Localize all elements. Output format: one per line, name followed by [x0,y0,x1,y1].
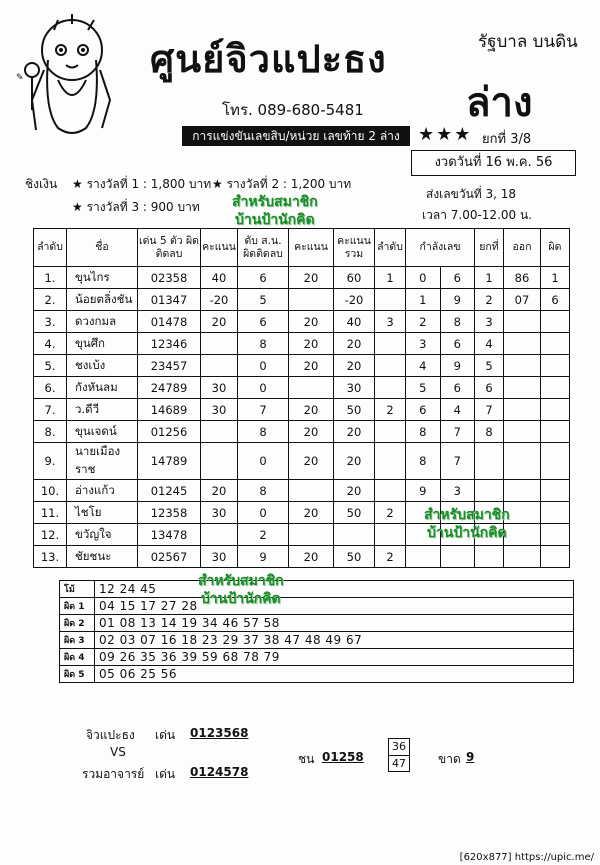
table-cell: 13. [34,546,67,568]
table-cell: 6 [541,289,570,311]
table-cell: 30 [201,399,238,421]
table-cell: 02567 [138,546,201,568]
star-icon: ★ [72,200,87,214]
table-cell [201,443,238,480]
svg-text:✎: ✎ [16,73,24,83]
table-cell: 20 [289,267,334,289]
competitor-a-value: 0123568 [190,726,249,740]
table-cell: น้อยตลิ่งชัน [67,289,138,311]
competition-banner: การแข่งขันเลขสิบ/หน่วย เลขท้าย 2 ล่าง [182,126,410,146]
wrong-row-numbers: 04 15 17 27 28 [95,598,574,615]
table-cell: ดวงกมล [67,311,138,333]
table-cell: 2 [375,546,406,568]
table-cell: 01256 [138,421,201,443]
table-cell: 9 [440,355,475,377]
col-header: คะแนน [289,229,334,267]
table-cell: 1 [406,289,441,311]
table-cell [504,443,541,480]
table-cell [475,480,504,502]
table-cell: 60 [334,267,375,289]
table-cell: 8 [475,421,504,443]
table-cell: 6 [475,377,504,399]
table-cell [375,443,406,480]
wrong-row [60,632,574,649]
table-cell: 2 [475,289,504,311]
table-cell: 30 [201,502,238,524]
star-icon: ★ [72,177,87,191]
table-cell: 40 [201,267,238,289]
star-rating: ★★★ [418,124,473,145]
wrong-row-label: ผิด 2 [60,615,95,632]
table-cell: 9 [440,289,475,311]
wrong-row [60,598,574,615]
table-cell [289,289,334,311]
table-cell: 7 [440,443,475,480]
table-cell: 14789 [138,443,201,480]
table-cell [541,443,570,480]
table-cell [375,289,406,311]
table-row [34,399,570,421]
table-cell: อ่างแก้ว [67,480,138,502]
table-cell: 8 [406,443,441,480]
table-cell: 8. [34,421,67,443]
wrong-row-label: ผิด 1 [60,598,95,615]
table-cell [541,377,570,399]
khat-label: ขาด [438,752,461,766]
table-cell: 20 [334,480,375,502]
table-cell: 8 [238,333,289,355]
table-cell: 2. [34,289,67,311]
prize-3: ★ รางวัลที่ 3 : 900 บาท [72,200,200,214]
wrong-row [60,615,574,632]
table-cell: 20 [289,333,334,355]
col-header: ลำดับ [375,229,406,267]
table-cell: 10. [34,480,67,502]
table-cell [541,480,570,502]
table-cell: ขุนเจดน์ [67,421,138,443]
wrong-numbers-table [59,580,574,683]
table-cell: 01245 [138,480,201,502]
table-cell: 50 [334,502,375,524]
table-cell: 4. [34,333,67,355]
col-header: ผิด [541,229,570,267]
table-cell: ขุนศึก [67,333,138,355]
table-cell: นายเมืองราช [67,443,138,480]
col-header: คะแนน รวม [334,229,375,267]
table-cell: 5 [475,355,504,377]
prize-2: ★ รางวัลที่ 2 : 1,200 บาท [212,177,352,191]
table-cell: 13478 [138,524,201,546]
wrong-row-label: ผิด 5 [60,666,95,683]
watermark: [620x877] https://upic.me/ [459,852,594,863]
table-row [34,443,570,480]
wrong-row-numbers: 01 08 13 14 19 34 46 57 58 [95,615,574,632]
table-cell: 4 [406,355,441,377]
table-cell [440,546,475,568]
table-cell [289,377,334,399]
table-cell: 20 [289,399,334,421]
table-cell: 3 [475,311,504,333]
table-cell: 20 [289,443,334,480]
table-cell: 1 [475,267,504,289]
table-cell: 9 [406,480,441,502]
table-cell: 6 [440,267,475,289]
wrong-row-numbers: 02 03 07 16 18 23 29 37 38 47 48 49 67 [95,632,574,649]
table-row [34,267,570,289]
table-cell [289,524,334,546]
table-cell: 6 [406,399,441,421]
table-cell: 5 [406,377,441,399]
wrong-row-numbers: 12 24 45 [95,581,574,598]
fraction-bottom: 47 [389,755,409,772]
table-cell: -20 [334,289,375,311]
table-cell: กังหันลม [67,377,138,399]
table-cell [541,311,570,333]
table-cell [201,421,238,443]
table-cell: 2 [406,311,441,333]
table-cell [375,480,406,502]
table-cell: 01347 [138,289,201,311]
prize-label: ชิงเงิน [25,177,58,191]
table-cell: 6 [238,267,289,289]
table-row [34,546,570,568]
col-header: กำลังเลข [406,229,475,267]
competitor-a-name: จิวแปะธง [86,728,135,742]
table-cell: 01478 [138,311,201,333]
col-header: ยกที่ [475,229,504,267]
page-title: ศูนย์จิวแปะธง [150,37,387,81]
table-cell: 12. [34,524,67,546]
table-cell: 20 [201,480,238,502]
prize-1: ★ รางวัลที่ 1 : 1,800 บาท [72,177,212,191]
table-cell [375,377,406,399]
round-number: ยกที่ 3/8 [482,132,532,147]
table-cell: 20 [334,443,375,480]
table-cell [375,524,406,546]
khat-value: 9 [466,750,475,764]
col-header: ออก [504,229,541,267]
member-stamp: สำหรับสมาชิก บ้านป้านักคิด [424,507,510,541]
table-cell: 5 [238,289,289,311]
wrong-row-numbers: 09 26 35 36 39 59 68 78 79 [95,649,574,666]
table-cell [375,333,406,355]
table-cell [541,502,570,524]
col-header: เด่น 5 ตัว ผิดติดลบ [138,229,201,267]
table-cell: ว.ดีวี [67,399,138,421]
table-cell [475,546,504,568]
table-cell: 7 [475,399,504,421]
table-cell: 7. [34,399,67,421]
table-cell: 30 [334,377,375,399]
star-icon: ★ [212,177,227,191]
table-cell: 3 [375,311,406,333]
table-cell: ขุนไกร [67,267,138,289]
table-cell [406,546,441,568]
competitor-b-label: เด่น [155,767,176,781]
table-cell [541,546,570,568]
table-cell: 2 [375,502,406,524]
table-cell [504,546,541,568]
wrong-row-label: ผิด 3 [60,632,95,649]
table-cell [504,480,541,502]
table-cell: 1 [541,267,570,289]
table-cell [541,399,570,421]
col-header: ดับ ส.น. ผิดติดลบ [238,229,289,267]
table-cell: 86 [504,267,541,289]
table-cell: 1 [375,267,406,289]
table-cell: 20 [289,421,334,443]
col-header: คะแนน [201,229,238,267]
table-cell [375,355,406,377]
table-cell [289,480,334,502]
member-stamp: สำหรับสมาชิก บ้านป้านักคิด [232,194,318,228]
table-cell [541,355,570,377]
table-cell: 12358 [138,502,201,524]
table-cell: ชัยชนะ [67,546,138,568]
fraction-top: 36 [392,740,406,753]
table-cell: 8 [440,311,475,333]
table-cell: 8 [238,480,289,502]
table-cell: 7 [238,399,289,421]
table-cell: 20 [201,311,238,333]
col-header: ลำดับ [34,229,67,267]
table-cell: 20 [289,546,334,568]
table-cell: -20 [201,289,238,311]
table-cell: 3. [34,311,67,333]
table-cell: 0 [238,377,289,399]
mascot-illustration [14,10,126,142]
table-cell: 20 [334,333,375,355]
table-cell: 07 [504,289,541,311]
fraction-box [388,738,410,772]
table-cell: 50 [334,546,375,568]
table-cell [541,524,570,546]
lottery-type: รัฐบาล บนดิน [478,32,578,52]
table-cell: 3 [440,480,475,502]
table-row [34,355,570,377]
table-cell [541,333,570,355]
table-cell: 8 [406,421,441,443]
table-cell: 4 [475,333,504,355]
wrong-row [60,581,574,598]
table-cell: 20 [334,421,375,443]
table-cell: 6. [34,377,67,399]
competitor-a-label: เด่น [155,728,176,742]
table-cell [504,421,541,443]
table-cell: 30 [201,377,238,399]
table-row [34,421,570,443]
table-cell: 50 [334,399,375,421]
table-cell: 12346 [138,333,201,355]
table-cell: 02358 [138,267,201,289]
table-cell: 30 [201,546,238,568]
table-cell: 23457 [138,355,201,377]
send-days: ส่งเลขวันที่ 3, 18 [426,187,517,201]
table-cell: 20 [289,502,334,524]
table-cell: 0 [406,267,441,289]
table-cell [375,421,406,443]
table-cell: 14689 [138,399,201,421]
table-row [34,480,570,502]
table-cell [201,355,238,377]
wrong-row [60,666,574,683]
table-cell: 11. [34,502,67,524]
competitor-b-value: 0124578 [190,765,249,779]
table-cell: 2 [238,524,289,546]
chon-label: ชน [298,752,315,766]
lower-label: ล่าง [466,80,533,126]
table-cell: ชงเบ้ง [67,355,138,377]
table-cell: 20 [289,355,334,377]
table-cell: 0 [238,443,289,480]
table-cell: 9. [34,443,67,480]
wrong-row [60,649,574,666]
phone-number: โทร. 089-680-5481 [222,101,364,119]
competitor-b-name: รวมอาจารย์ [82,767,145,781]
table-cell: 5. [34,355,67,377]
table-cell [504,377,541,399]
table-cell [504,399,541,421]
table-cell: 6 [440,377,475,399]
table-cell: 0 [238,355,289,377]
table-cell [541,421,570,443]
col-header: ชื่อ [67,229,138,267]
table-cell: 0 [238,502,289,524]
table-row [34,289,570,311]
table-row [34,311,570,333]
table-cell: ขวัญใจ [67,524,138,546]
table-cell [504,311,541,333]
table-row [34,333,570,355]
table-row [34,377,570,399]
vs-label: VS [110,745,126,759]
table-cell: ไชโย [67,502,138,524]
wrong-row-label: ผิด 4 [60,649,95,666]
wrong-row-label: โม้ [60,581,95,598]
table-cell [504,355,541,377]
table-header-row [34,229,570,267]
table-cell: 1. [34,267,67,289]
wrong-row-numbers: 05 06 25 56 [95,666,574,683]
table-cell: 6 [440,333,475,355]
table-cell: 6 [238,311,289,333]
table-cell: 40 [334,311,375,333]
table-cell: 24789 [138,377,201,399]
table-cell: 2 [375,399,406,421]
send-time: เวลา 7.00-12.00 น. [422,208,532,222]
table-cell: 9 [238,546,289,568]
table-cell: 8 [238,421,289,443]
table-cell [201,524,238,546]
table-cell [334,524,375,546]
draw-date: งวดวันที่ 16 พ.ค. 56 [411,150,576,176]
table-cell: 20 [289,311,334,333]
table-cell [475,443,504,480]
table-cell: 3 [406,333,441,355]
table-cell [504,333,541,355]
table-cell: 20 [334,355,375,377]
table-cell: 4 [440,399,475,421]
table-cell: 7 [440,421,475,443]
table-cell [201,333,238,355]
chon-value: 01258 [322,750,364,764]
member-stamp: สำหรับสมาชิก บ้านป้านักคิด [198,573,284,607]
